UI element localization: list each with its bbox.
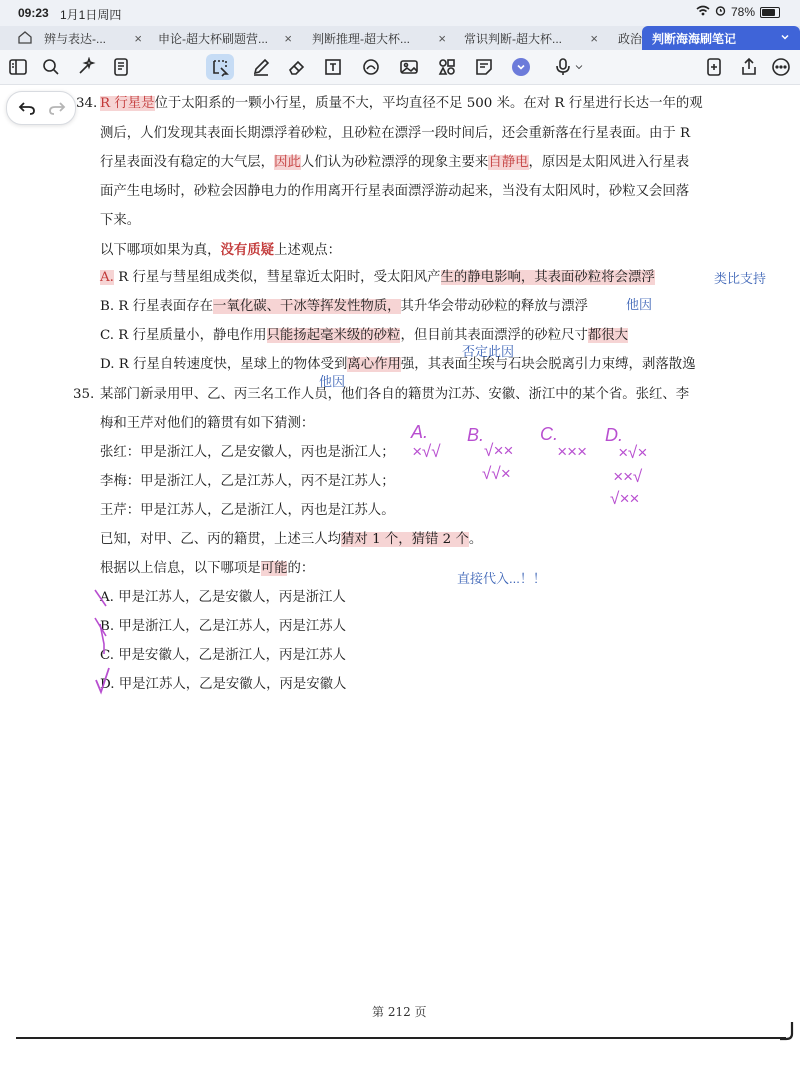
q35-guess-1: 张红：甲是浙江人，乙是安徽人，丙也是浙江人； bbox=[100, 445, 395, 460]
q35-prompt-a: 根据以上信息，以下哪项是 bbox=[100, 561, 261, 576]
highlight: 离心作用 bbox=[347, 357, 401, 372]
option-text: R 行星与彗星组成类似，彗星靠近太阳时，受太阳风产 bbox=[113, 270, 441, 285]
page-bottom-divider bbox=[16, 1037, 786, 1039]
microphone-icon[interactable] bbox=[552, 56, 574, 78]
tab-3[interactable] bbox=[304, 26, 454, 50]
more-tools-icon[interactable] bbox=[512, 58, 530, 76]
q34-line-5: 下来。 bbox=[100, 213, 141, 228]
handwriting-d-marks-1: ×√× bbox=[618, 443, 648, 462]
annotation-c: 否定此因 bbox=[462, 344, 515, 359]
tab-2[interactable] bbox=[150, 26, 300, 50]
q35-known-a: 已知，对甲、乙、丙的籍贯，上述三人均 bbox=[100, 532, 342, 547]
status-bar bbox=[0, 0, 800, 26]
handwriting-d-marks-3: √×× bbox=[610, 489, 640, 508]
option-letter: A. bbox=[100, 270, 114, 285]
q34-line-3-text-a: 行星表面没有稳定的大气层， bbox=[100, 155, 275, 170]
handwriting-d-label: D. bbox=[605, 425, 623, 445]
highlight: 因此 bbox=[274, 155, 301, 170]
highlight: 只能扬起毫米级的砂粒 bbox=[266, 328, 401, 343]
q35-line-1: 某部门新录用甲、乙、丙三名工作人员，他们各自的籍贯为江苏、安徽、浙江中的某个省。张红、李 bbox=[100, 387, 690, 402]
q34-prompt-b: 上述观点： bbox=[274, 243, 342, 258]
q35-guess-3: 王芹：甲是江苏人，乙是浙江人，丙也是江苏人。 bbox=[100, 503, 395, 518]
chevron-down-icon[interactable] bbox=[572, 56, 586, 78]
tab-1[interactable] bbox=[0, 26, 150, 50]
q35-option-a[interactable]: A. 甲是江苏人，乙是安徽人，丙是浙江人 bbox=[100, 590, 346, 605]
text-box-icon[interactable] bbox=[322, 56, 344, 78]
highlight: 可能 bbox=[260, 561, 288, 576]
home-icon bbox=[18, 31, 32, 47]
handwriting-b-label: B. bbox=[467, 425, 485, 445]
battery-icon bbox=[760, 7, 780, 18]
sidebar-toggle-icon[interactable] bbox=[7, 56, 29, 78]
shapes-icon[interactable] bbox=[360, 56, 382, 78]
page-number: 第 212 页 bbox=[372, 1005, 427, 1019]
q35-known bbox=[100, 531, 482, 549]
option-text: ，但目前其表面漂浮的砂粒尺寸 bbox=[400, 328, 588, 343]
annotation-b: 他因 bbox=[626, 297, 653, 312]
q34-prompt-a: 以下哪项如果为真， bbox=[100, 243, 221, 258]
tab-1-label: 辨与表达-... bbox=[44, 31, 106, 46]
tab-6[interactable] bbox=[642, 26, 800, 50]
tab-4-label: 常识判断-超大杯... bbox=[464, 31, 562, 46]
elements-icon[interactable] bbox=[436, 56, 458, 78]
handwriting-a-label: A. bbox=[411, 422, 429, 442]
close-icon[interactable]: × bbox=[284, 30, 292, 46]
highlight: 自静电 bbox=[488, 155, 529, 170]
tab-5-label: 政治 bbox=[618, 31, 642, 46]
alarm-icon bbox=[715, 5, 726, 19]
highlight: R 行星是 bbox=[100, 96, 155, 111]
chevron-down-icon[interactable] bbox=[780, 31, 790, 45]
annotation-direct-substitute: 直接代入...！！ bbox=[457, 571, 546, 586]
share-icon[interactable] bbox=[738, 56, 760, 78]
lasso-icon[interactable] bbox=[206, 54, 234, 80]
undo-icon[interactable] bbox=[16, 98, 38, 118]
q35-option-c[interactable]: C. 甲是安徽人，乙是浙江人，丙是江苏人 bbox=[100, 648, 346, 663]
search-icon[interactable] bbox=[40, 56, 62, 78]
redo-icon[interactable] bbox=[46, 98, 68, 118]
option-text: B. R 行星表面存在 bbox=[100, 299, 214, 314]
tab-5[interactable] bbox=[610, 26, 642, 50]
q34-prompt bbox=[100, 241, 341, 260]
status-date: 1月1日周四 bbox=[60, 8, 122, 22]
option-text: 其升华会带动砂粒的释放与漂浮 bbox=[400, 299, 588, 314]
option-text: D. R 行星自转速度快，星球上的物体受到 bbox=[100, 357, 348, 372]
close-icon[interactable]: × bbox=[134, 30, 142, 46]
handwriting-a-marks: ×√√ bbox=[412, 442, 441, 461]
q35-prompt bbox=[100, 560, 314, 578]
status-time: 09:23 bbox=[18, 6, 49, 20]
handwriting-c-marks: ××× bbox=[557, 442, 587, 461]
handwriting-d-marks-2: ××√ bbox=[613, 467, 643, 486]
option-text: 强，其表面尘埃与石块会脱离引力束缚，剥落散逸 bbox=[400, 357, 696, 372]
q34-line-3-text-c: ，原因是太阳风进入行星表 bbox=[528, 155, 690, 170]
add-page-icon[interactable] bbox=[703, 56, 725, 78]
undo-redo-control bbox=[6, 91, 76, 125]
q34-option-d[interactable] bbox=[100, 356, 696, 374]
tab-4[interactable] bbox=[456, 26, 606, 50]
q34-line-3 bbox=[100, 154, 689, 172]
q35-guess-2: 李梅：甲是浙江人，乙是江苏人，丙不是江苏人； bbox=[100, 474, 395, 489]
handwriting-b-marks-1: √×× bbox=[484, 441, 514, 460]
q34-option-c[interactable] bbox=[100, 327, 628, 345]
annotation-d: 他因 bbox=[319, 374, 346, 389]
q34-option-a[interactable] bbox=[100, 269, 655, 287]
question-34-number: 34. bbox=[76, 96, 98, 111]
q34-line-1 bbox=[100, 95, 703, 113]
q34-prompt-keyword: 没有质疑 bbox=[220, 242, 275, 258]
question-35-number: 35. bbox=[73, 387, 95, 402]
q35-prompt-b: 的： bbox=[287, 561, 315, 576]
highlight: 都很大 bbox=[587, 328, 629, 343]
q35-option-d[interactable]: D. 甲是江苏人，乙是安徽人，丙是安徽人 bbox=[100, 677, 347, 692]
pen-icon[interactable] bbox=[250, 56, 272, 78]
q34-line-2: 测后，人们发现其表面长期漂浮着砂粒，且砂粒在漂浮一段时间后，还会重新落在行星表面。由于 R bbox=[100, 126, 691, 141]
page-corner-scroll-handle[interactable] bbox=[778, 1020, 796, 1042]
close-icon[interactable]: × bbox=[590, 30, 598, 46]
more-icon[interactable] bbox=[770, 56, 792, 78]
handwriting-c-label: C. bbox=[540, 424, 558, 444]
q35-line-2: 梅和王芹对他们的籍贯有如下猜测： bbox=[100, 416, 315, 431]
option-text: C. R 行星质量小，静电作用 bbox=[100, 328, 267, 343]
battery-percent: 78% bbox=[730, 5, 755, 19]
tab-bar bbox=[0, 26, 800, 50]
q35-option-b[interactable]: B. 甲是浙江人，乙是江苏人，丙是江苏人 bbox=[100, 619, 346, 634]
q34-line-4: 面产生电场时，砂粒会因静电力的作用离开行星表面漂浮游动起来，当没有太阳风时，砂粒又会回落 bbox=[100, 184, 690, 199]
handwriting-b-marks-2: √√× bbox=[482, 464, 511, 483]
highlight: 猜对 1 个，猜错 2 个 bbox=[341, 532, 469, 547]
ai-sparkle-icon[interactable] bbox=[75, 56, 97, 78]
tab-6-label: 判断海海刷笔记 bbox=[652, 31, 737, 46]
eraser-icon[interactable] bbox=[286, 56, 308, 78]
notes-icon[interactable] bbox=[110, 56, 132, 78]
q34-option-b[interactable] bbox=[100, 298, 588, 316]
status-indicators bbox=[696, 5, 780, 19]
handwritten-marks bbox=[92, 584, 122, 704]
q35-known-b: 。 bbox=[468, 532, 483, 547]
q34-line-3-text-b: 人们认为砂粒漂浮的现象主要来 bbox=[300, 155, 489, 170]
wifi-icon bbox=[696, 5, 710, 19]
annotation-a: 类比支持 bbox=[714, 271, 767, 286]
highlight: 一氧化碳、干冰等挥发性物质， bbox=[213, 299, 401, 314]
close-icon[interactable]: × bbox=[438, 30, 446, 46]
image-icon[interactable] bbox=[398, 56, 420, 78]
highlight: 生的静电影响，其表面砂粒将会漂浮 bbox=[440, 270, 655, 285]
tab-2-label: 申论-超大杯刷题营... bbox=[158, 31, 268, 46]
toolbar bbox=[0, 50, 800, 85]
sticky-note-icon[interactable] bbox=[473, 56, 495, 78]
tab-3-label: 判断推理-超大杯... bbox=[312, 31, 410, 46]
q34-line-1-text: 位于太阳系的一颗小行星，质量不大，平均直径不足 500 米。在对 R 行星进行长达一年的观 bbox=[154, 96, 703, 111]
